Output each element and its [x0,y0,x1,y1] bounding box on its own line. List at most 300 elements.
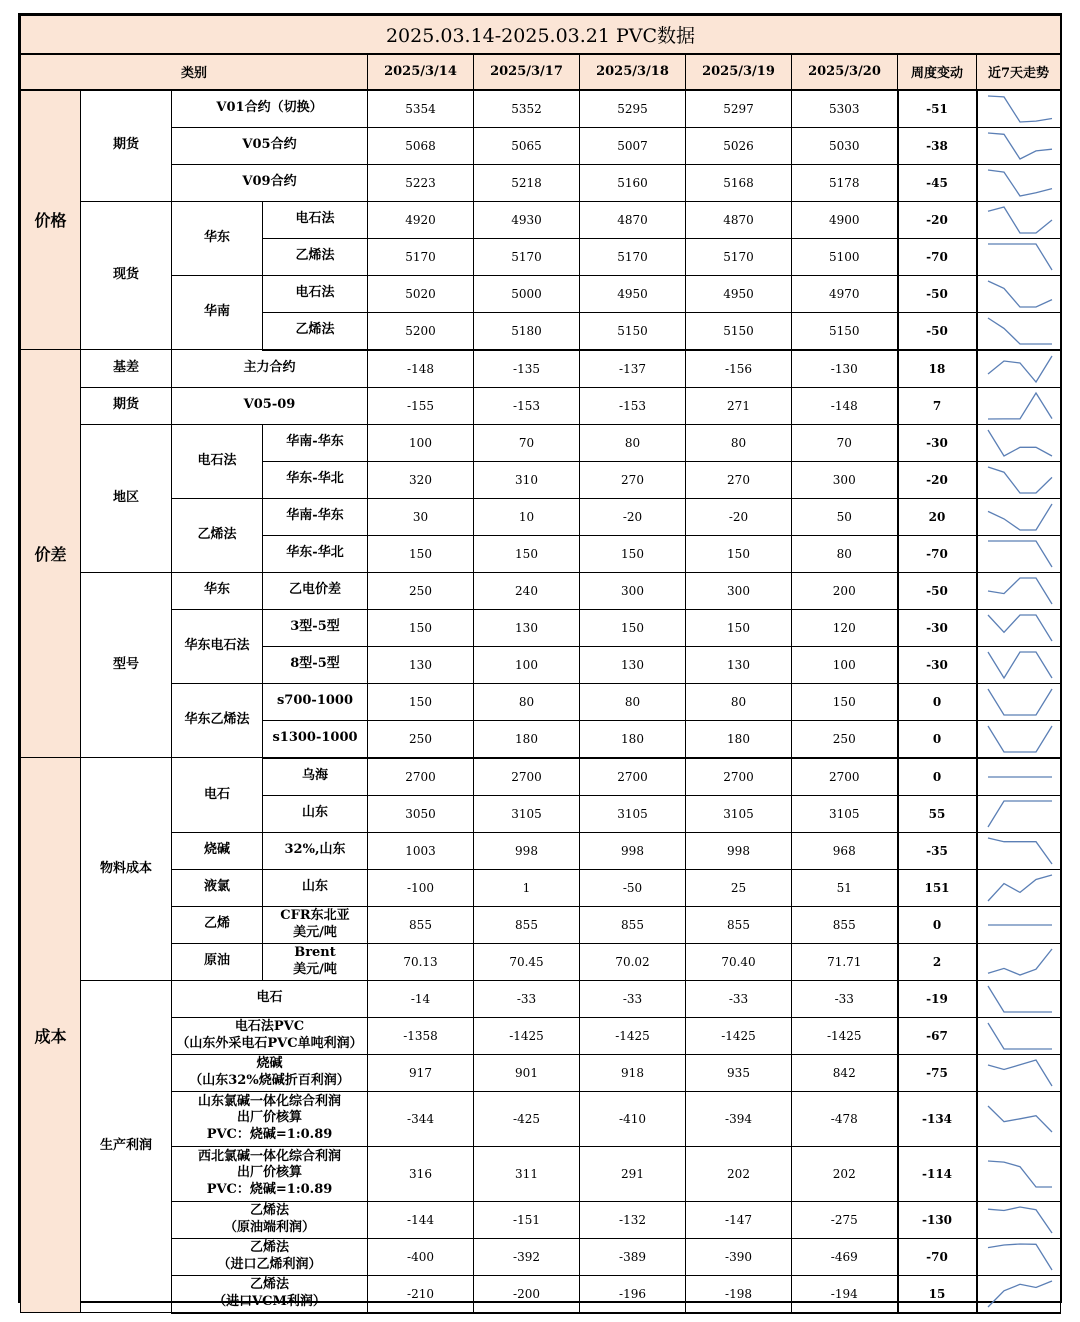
row-label [263,275,368,312]
weekly-change-cell: -45 [898,164,977,201]
value-cell: -130 [792,350,898,388]
weekly-change-cell: -50 [898,275,977,312]
row-label [172,1054,368,1091]
value-cell: -132 [580,1201,686,1238]
row-label-line: 华东-华北 [286,471,344,487]
value-cell: 5295 [580,90,686,128]
table-row [21,1201,1061,1238]
table-row [21,1091,1061,1146]
row-label-line: （原油端利润） [223,1219,315,1235]
trend-cell [977,127,1061,164]
value-cell: -210 [368,1275,474,1313]
row-label-line: V01合约（切换） [216,100,323,116]
row-label [172,1238,368,1275]
row-label [263,461,368,498]
value-cell: 842 [792,1054,898,1091]
value-cell: 998 [686,832,792,869]
row-label-line: 电石法PVC [234,1019,305,1035]
value-cell: 25 [686,869,792,906]
row-label-line: V05合约 [242,137,297,153]
group-production-profit: 生产利润 [81,980,172,1313]
section-price: 价格 [21,90,81,350]
sparkline-line [988,393,1052,419]
sparkline-icon [978,1018,1061,1054]
sparkline-icon [978,721,1061,757]
value-cell: -389 [580,1238,686,1275]
row-label-line: 乙烯法 [295,248,335,264]
value-cell: -410 [580,1091,686,1146]
sparkline-icon [978,462,1061,498]
sparkline-icon [978,239,1061,275]
value-cell: -198 [686,1275,792,1313]
sparkline-line [988,170,1052,196]
value-cell: 5026 [686,127,792,164]
header-weekly-change: 周度变动 [898,54,977,90]
group-region: 地区 [81,424,172,572]
value-cell: 855 [474,906,580,943]
table-row [21,980,1061,1017]
table-row [21,350,1061,388]
value-cell: 5297 [686,90,792,128]
row-label-line: 主力合约 [243,360,296,376]
value-cell: 80 [580,424,686,461]
value-cell: -148 [792,387,898,424]
value-cell: 5160 [580,164,686,201]
value-cell: 5000 [474,275,580,312]
value-cell: -1425 [792,1017,898,1054]
value-cell: 70.02 [580,943,686,980]
value-cell: 70.45 [474,943,580,980]
row-label-line: （山东外采电石PVC单吨利润） [176,1035,363,1051]
row-label-line: 电石法 [295,285,335,301]
sparkline-icon [978,351,1061,387]
trend-cell [977,498,1061,535]
row-label-line: Brent [294,945,336,961]
subgroup-ethylene-method: 乙烯法 [172,498,263,572]
trend-cell [977,1091,1061,1146]
sparkline-icon [978,610,1061,646]
value-cell: 5223 [368,164,474,201]
value-cell: 130 [580,646,686,683]
trend-cell [977,424,1061,461]
weekly-change-cell: 55 [898,795,977,832]
value-cell: 70 [474,424,580,461]
row-label [263,646,368,683]
value-cell: 5100 [792,238,898,275]
value-cell: 4920 [368,201,474,238]
trend-cell [977,646,1061,683]
row-label [263,201,368,238]
row-label [263,758,368,796]
trend-cell [977,350,1061,388]
value-cell: -33 [792,980,898,1017]
sparkline-icon [978,425,1061,461]
value-cell: -394 [686,1091,792,1146]
value-cell: 2700 [474,758,580,796]
sparkline-icon [978,833,1061,869]
value-cell: -478 [792,1091,898,1146]
row-label [172,1275,368,1313]
weekly-change-cell: -35 [898,832,977,869]
sparkline-line [988,318,1052,344]
trend-cell [977,275,1061,312]
value-cell: 250 [368,720,474,758]
subgroup-east: 华东 [172,201,263,275]
row-label [263,424,368,461]
value-cell: -344 [368,1091,474,1146]
row-label [263,238,368,275]
trend-cell [977,758,1061,796]
sheet-title: 2025.03.14-2025.03.21 PVC数据 [21,16,1061,54]
value-cell: -33 [474,980,580,1017]
value-cell: 80 [474,683,580,720]
value-cell: 3105 [686,795,792,832]
table-row [21,869,1061,906]
sparkline-icon [978,499,1061,535]
sparkline-line [988,207,1052,233]
value-cell: 4930 [474,201,580,238]
sparkline-icon [978,907,1061,943]
table-row [21,572,1061,609]
pvc-data-sheet [18,13,1062,1309]
value-cell: 100 [474,646,580,683]
sparkline-icon [978,796,1061,832]
table-row [21,387,1061,424]
row-label-line: 山东 [301,805,328,821]
value-cell: 901 [474,1054,580,1091]
trend-cell [977,387,1061,424]
value-cell: -1425 [580,1017,686,1054]
value-cell: 130 [686,646,792,683]
sparkline-line [988,244,1052,270]
row-label-line: 电石 [256,990,283,1006]
sparkline-line [988,1023,1052,1049]
sparkline-icon [978,91,1061,127]
sparkline-line [988,133,1052,159]
trend-cell [977,1054,1061,1091]
value-cell: 5218 [474,164,580,201]
row-label-line: 3型-5型 [290,619,340,635]
value-cell: -50 [580,869,686,906]
weekly-change-cell: -134 [898,1091,977,1146]
value-cell: -147 [686,1201,792,1238]
trend-cell [977,1201,1061,1238]
row-label [263,498,368,535]
row-label-line: 乙烯法 [249,1277,289,1293]
weekly-change-cell: -70 [898,238,977,275]
value-cell: 5178 [792,164,898,201]
value-cell: 2700 [368,758,474,796]
sparkline-line [988,801,1052,827]
subgroup-carbide-method: 电石法 [172,424,263,498]
subgroup-ethylene: 乙烯 [172,906,263,943]
value-cell: -425 [474,1091,580,1146]
row-label-line: （进口VCM利润） [213,1293,326,1309]
weekly-change-cell: -30 [898,609,977,646]
row-label [172,1146,368,1201]
value-cell: 250 [792,720,898,758]
subgroup-carbide: 电石 [172,758,263,833]
value-cell: -153 [474,387,580,424]
value-cell: 240 [474,572,580,609]
row-label-line: V05-09 [243,397,296,413]
value-cell: -137 [580,350,686,388]
trend-cell [977,869,1061,906]
value-cell: 180 [686,720,792,758]
sparkline-icon [978,647,1061,683]
trend-cell [977,683,1061,720]
value-cell: -194 [792,1275,898,1313]
value-cell: 5068 [368,127,474,164]
value-cell: 150 [368,535,474,572]
value-cell: 202 [686,1146,792,1201]
subgroup-caustic: 烧碱 [172,832,263,869]
value-cell: 4870 [580,201,686,238]
value-cell: 5352 [474,90,580,128]
weekly-change-cell: -67 [898,1017,977,1054]
sparkline-line [988,1281,1052,1307]
value-cell: 2700 [792,758,898,796]
value-cell: 1003 [368,832,474,869]
weekly-change-cell: -20 [898,201,977,238]
value-cell: -144 [368,1201,474,1238]
subgroup-east-carbide: 华东电石法 [172,609,263,683]
value-cell: 180 [474,720,580,758]
trend-cell [977,609,1061,646]
weekly-change-cell: -130 [898,1201,977,1238]
value-cell: 300 [580,572,686,609]
value-cell: 120 [792,609,898,646]
value-cell: 70.13 [368,943,474,980]
value-cell: 5170 [368,238,474,275]
value-cell: 320 [368,461,474,498]
row-label [263,572,368,609]
value-cell: 998 [580,832,686,869]
table-row [21,90,1061,128]
weekly-change-cell: -19 [898,980,977,1017]
sparkline-icon [978,536,1061,572]
value-cell: 150 [580,609,686,646]
value-cell: 316 [368,1146,474,1201]
row-label-line: （进口乙烯利润） [217,1256,322,1272]
row-label-line: 华东-华北 [286,545,344,561]
weekly-change-cell: 0 [898,758,977,796]
sparkline-line [988,541,1052,567]
value-cell: 10 [474,498,580,535]
weekly-change-cell: -51 [898,90,977,128]
trend-cell [977,943,1061,980]
sparkline-icon [978,1101,1061,1137]
table-row [21,164,1061,201]
row-label-line: 山东 [301,879,328,895]
sparkline-line [988,504,1052,530]
trend-cell [977,795,1061,832]
row-label-line: 出厂价核算 [236,1110,302,1126]
value-cell: 3105 [792,795,898,832]
value-cell: 150 [686,535,792,572]
value-cell: 80 [686,424,792,461]
sparkline-icon [978,1202,1061,1238]
value-cell: 935 [686,1054,792,1091]
value-cell: 5303 [792,90,898,128]
sparkline-line [988,578,1052,604]
weekly-change-cell: 7 [898,387,977,424]
trend-cell [977,90,1061,128]
row-label [172,387,368,424]
row-label-line: 美元/吨 [293,961,337,977]
header-date: 2025/3/17 [474,54,580,90]
value-cell: 5150 [792,312,898,350]
value-cell: 291 [580,1146,686,1201]
weekly-change-cell: -30 [898,424,977,461]
value-cell: 271 [686,387,792,424]
value-cell: 80 [792,535,898,572]
value-cell: 80 [686,683,792,720]
row-label [172,127,368,164]
section-spread: 价差 [21,350,81,758]
row-label-line: 华南-华东 [286,508,344,524]
table-row [21,943,1061,980]
trend-cell [977,535,1061,572]
row-label [263,943,368,980]
value-cell: 310 [474,461,580,498]
row-label-line: （山东32%烧碱折百利润） [189,1072,350,1088]
header-date: 2025/3/14 [368,54,474,90]
value-cell: 855 [368,906,474,943]
row-label [172,350,368,388]
row-label-line: 乙烯法 [249,1203,289,1219]
subgroup-east-model: 华东 [172,572,263,609]
trend-cell [977,906,1061,943]
row-label-line: 出厂价核算 [236,1165,302,1181]
trend-cell [977,164,1061,201]
value-cell: -151 [474,1201,580,1238]
value-cell: 5354 [368,90,474,128]
sparkline-line [988,875,1052,901]
value-cell: 70 [792,424,898,461]
value-cell: 51 [792,869,898,906]
value-cell: 918 [580,1054,686,1091]
value-cell: -14 [368,980,474,1017]
value-cell: 5180 [474,312,580,350]
value-cell: 30 [368,498,474,535]
sparkline-line [988,615,1052,641]
value-cell: 202 [792,1146,898,1201]
trend-cell [977,1275,1061,1313]
weekly-change-cell: 0 [898,906,977,943]
value-cell: 998 [474,832,580,869]
value-cell: 150 [368,609,474,646]
value-cell: -20 [686,498,792,535]
value-cell: 100 [792,646,898,683]
group-spot: 现货 [81,201,172,350]
value-cell: 80 [580,683,686,720]
value-cell: 5170 [580,238,686,275]
value-cell: 5150 [580,312,686,350]
row-label [172,1017,368,1054]
trend-cell [977,201,1061,238]
value-cell: 3050 [368,795,474,832]
row-label-line: 西北氯碱一体化综合利润 [197,1149,341,1165]
subgroup-south: 华南 [172,275,263,350]
value-cell: 4950 [580,275,686,312]
sparkline-line [988,1244,1052,1270]
group-futures-spread: 期货 [81,387,172,424]
trend-cell [977,238,1061,275]
sparkline-line [988,356,1052,382]
section-cost: 成本 [21,758,81,1313]
weekly-change-cell: -50 [898,572,977,609]
value-cell: -1425 [686,1017,792,1054]
sparkline-line [988,838,1052,864]
table-row [21,758,1061,796]
row-label-line: 山东氯碱一体化综合利润 [197,1094,341,1110]
value-cell: 5170 [686,238,792,275]
value-cell: 5170 [474,238,580,275]
group-material-cost: 物料成本 [81,758,172,981]
row-label-line: PVC：烧碱=1:0.89 [206,1126,333,1142]
subgroup-east-ethylene: 华东乙烯法 [172,683,263,758]
value-cell: 5200 [368,312,474,350]
row-label-line: 乌海 [301,768,328,784]
row-label [263,832,368,869]
value-cell: 2700 [580,758,686,796]
sparkline-line [988,1106,1052,1132]
value-cell: 270 [580,461,686,498]
row-label-line: 电石法 [295,211,335,227]
value-cell: 311 [474,1146,580,1201]
row-label [263,609,368,646]
weekly-change-cell: 20 [898,498,977,535]
weekly-change-cell: -38 [898,127,977,164]
header-date: 2025/3/19 [686,54,792,90]
row-label [263,683,368,720]
trend-cell [977,461,1061,498]
value-cell: 5007 [580,127,686,164]
value-cell: 4870 [686,201,792,238]
weekly-change-cell: -70 [898,1238,977,1275]
value-cell: -400 [368,1238,474,1275]
value-cell: 270 [686,461,792,498]
table-row [21,275,1061,312]
value-cell: 917 [368,1054,474,1091]
value-cell: 4970 [792,275,898,312]
value-cell: -392 [474,1238,580,1275]
table-row [21,906,1061,943]
row-label [263,795,368,832]
row-label-line: 8型-5型 [290,656,340,672]
row-label-line: 乙电价差 [288,582,341,598]
group-basis: 基差 [81,350,172,388]
weekly-change-cell: 2 [898,943,977,980]
weekly-change-cell: -30 [898,646,977,683]
row-label [172,1201,368,1238]
row-label [263,906,368,943]
row-label [263,535,368,572]
table-row [21,1054,1061,1091]
row-label-line: 烧碱 [256,1056,283,1072]
trend-cell [977,1146,1061,1201]
weekly-change-cell: 18 [898,350,977,388]
value-cell: -200 [474,1275,580,1313]
value-cell: 5150 [686,312,792,350]
weekly-change-cell: 151 [898,869,977,906]
value-cell: -135 [474,350,580,388]
table-row [21,1146,1061,1201]
value-cell: -148 [368,350,474,388]
sparkline-icon [978,1055,1061,1091]
weekly-change-cell: -50 [898,312,977,350]
